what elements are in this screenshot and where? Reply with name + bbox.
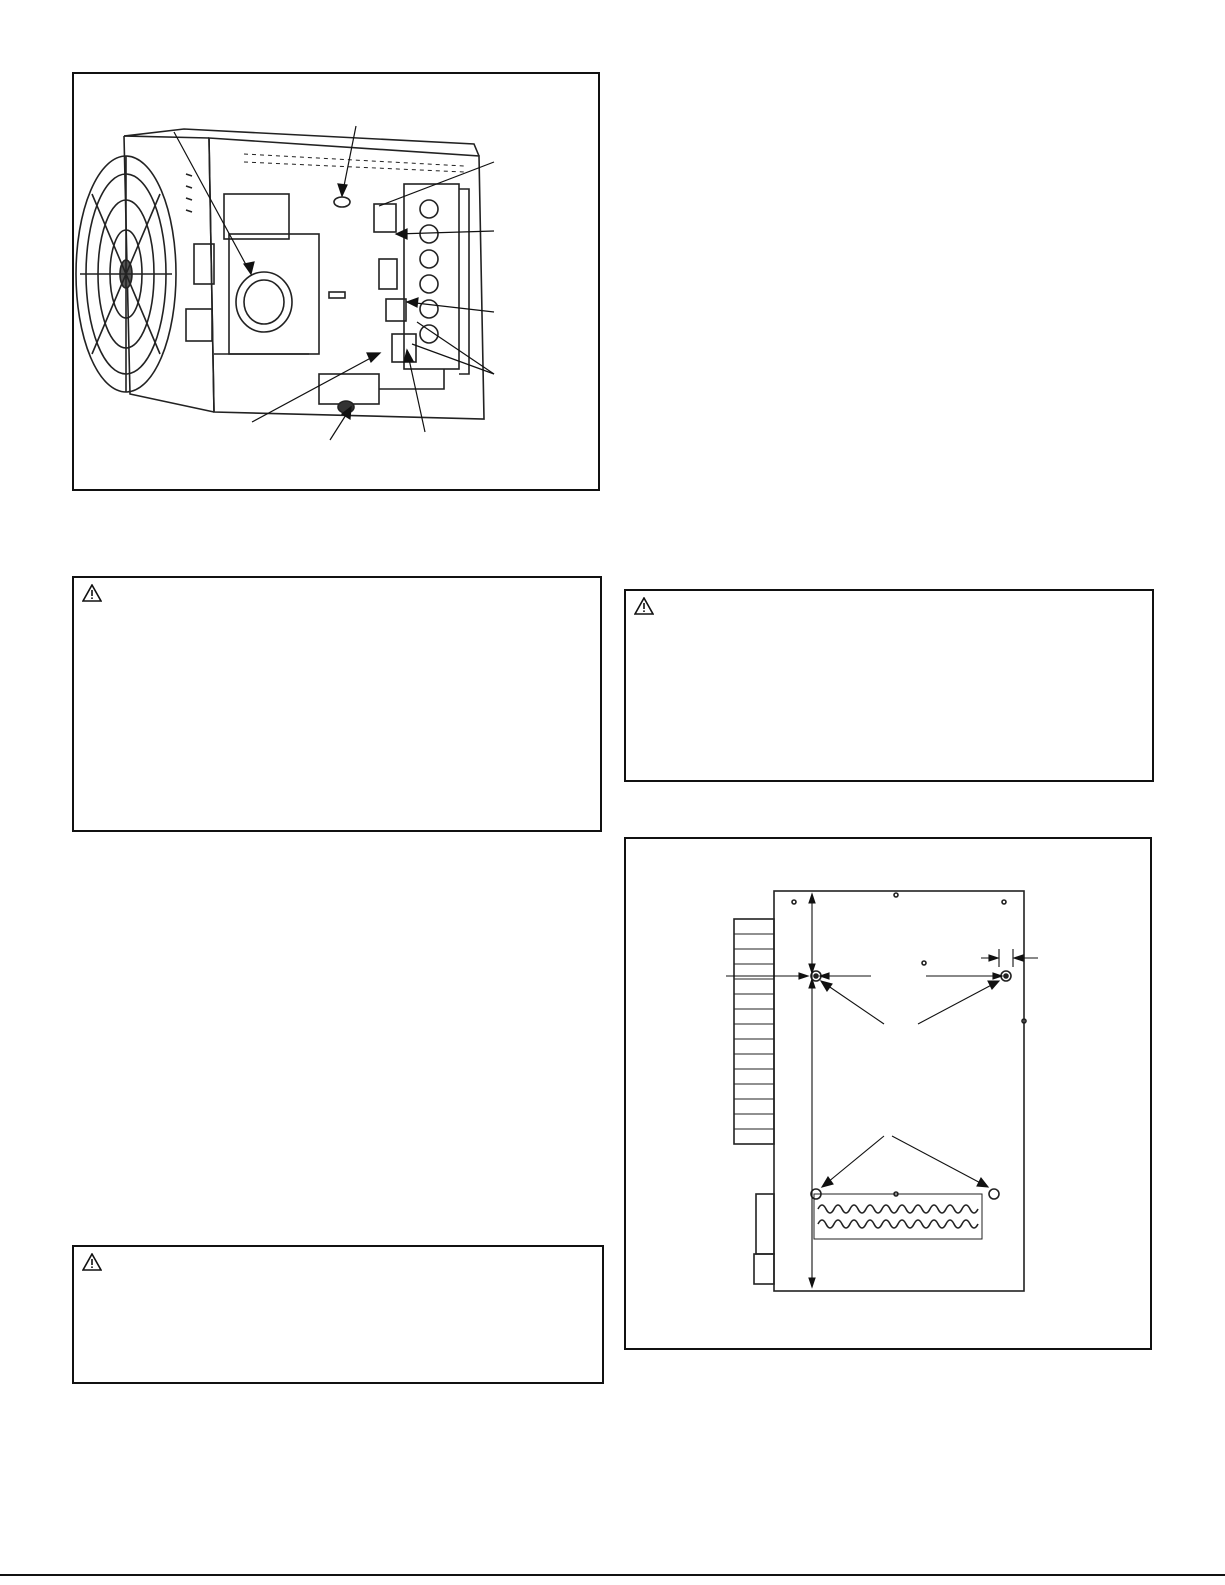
warning-box-1 (72, 576, 602, 832)
figure-mounting (624, 837, 1152, 1350)
footer-rule (0, 1574, 1225, 1576)
warning-triangle-icon (634, 597, 654, 615)
figure-unit-interior (72, 72, 600, 491)
warning-triangle-icon (82, 1253, 102, 1271)
warning-box-3 (72, 1245, 604, 1384)
unit-interior-drawing (74, 74, 598, 489)
unit-side-mounting-drawing (626, 839, 1150, 1348)
warning-box-2 (624, 589, 1154, 782)
warning-triangle-icon (82, 584, 102, 602)
